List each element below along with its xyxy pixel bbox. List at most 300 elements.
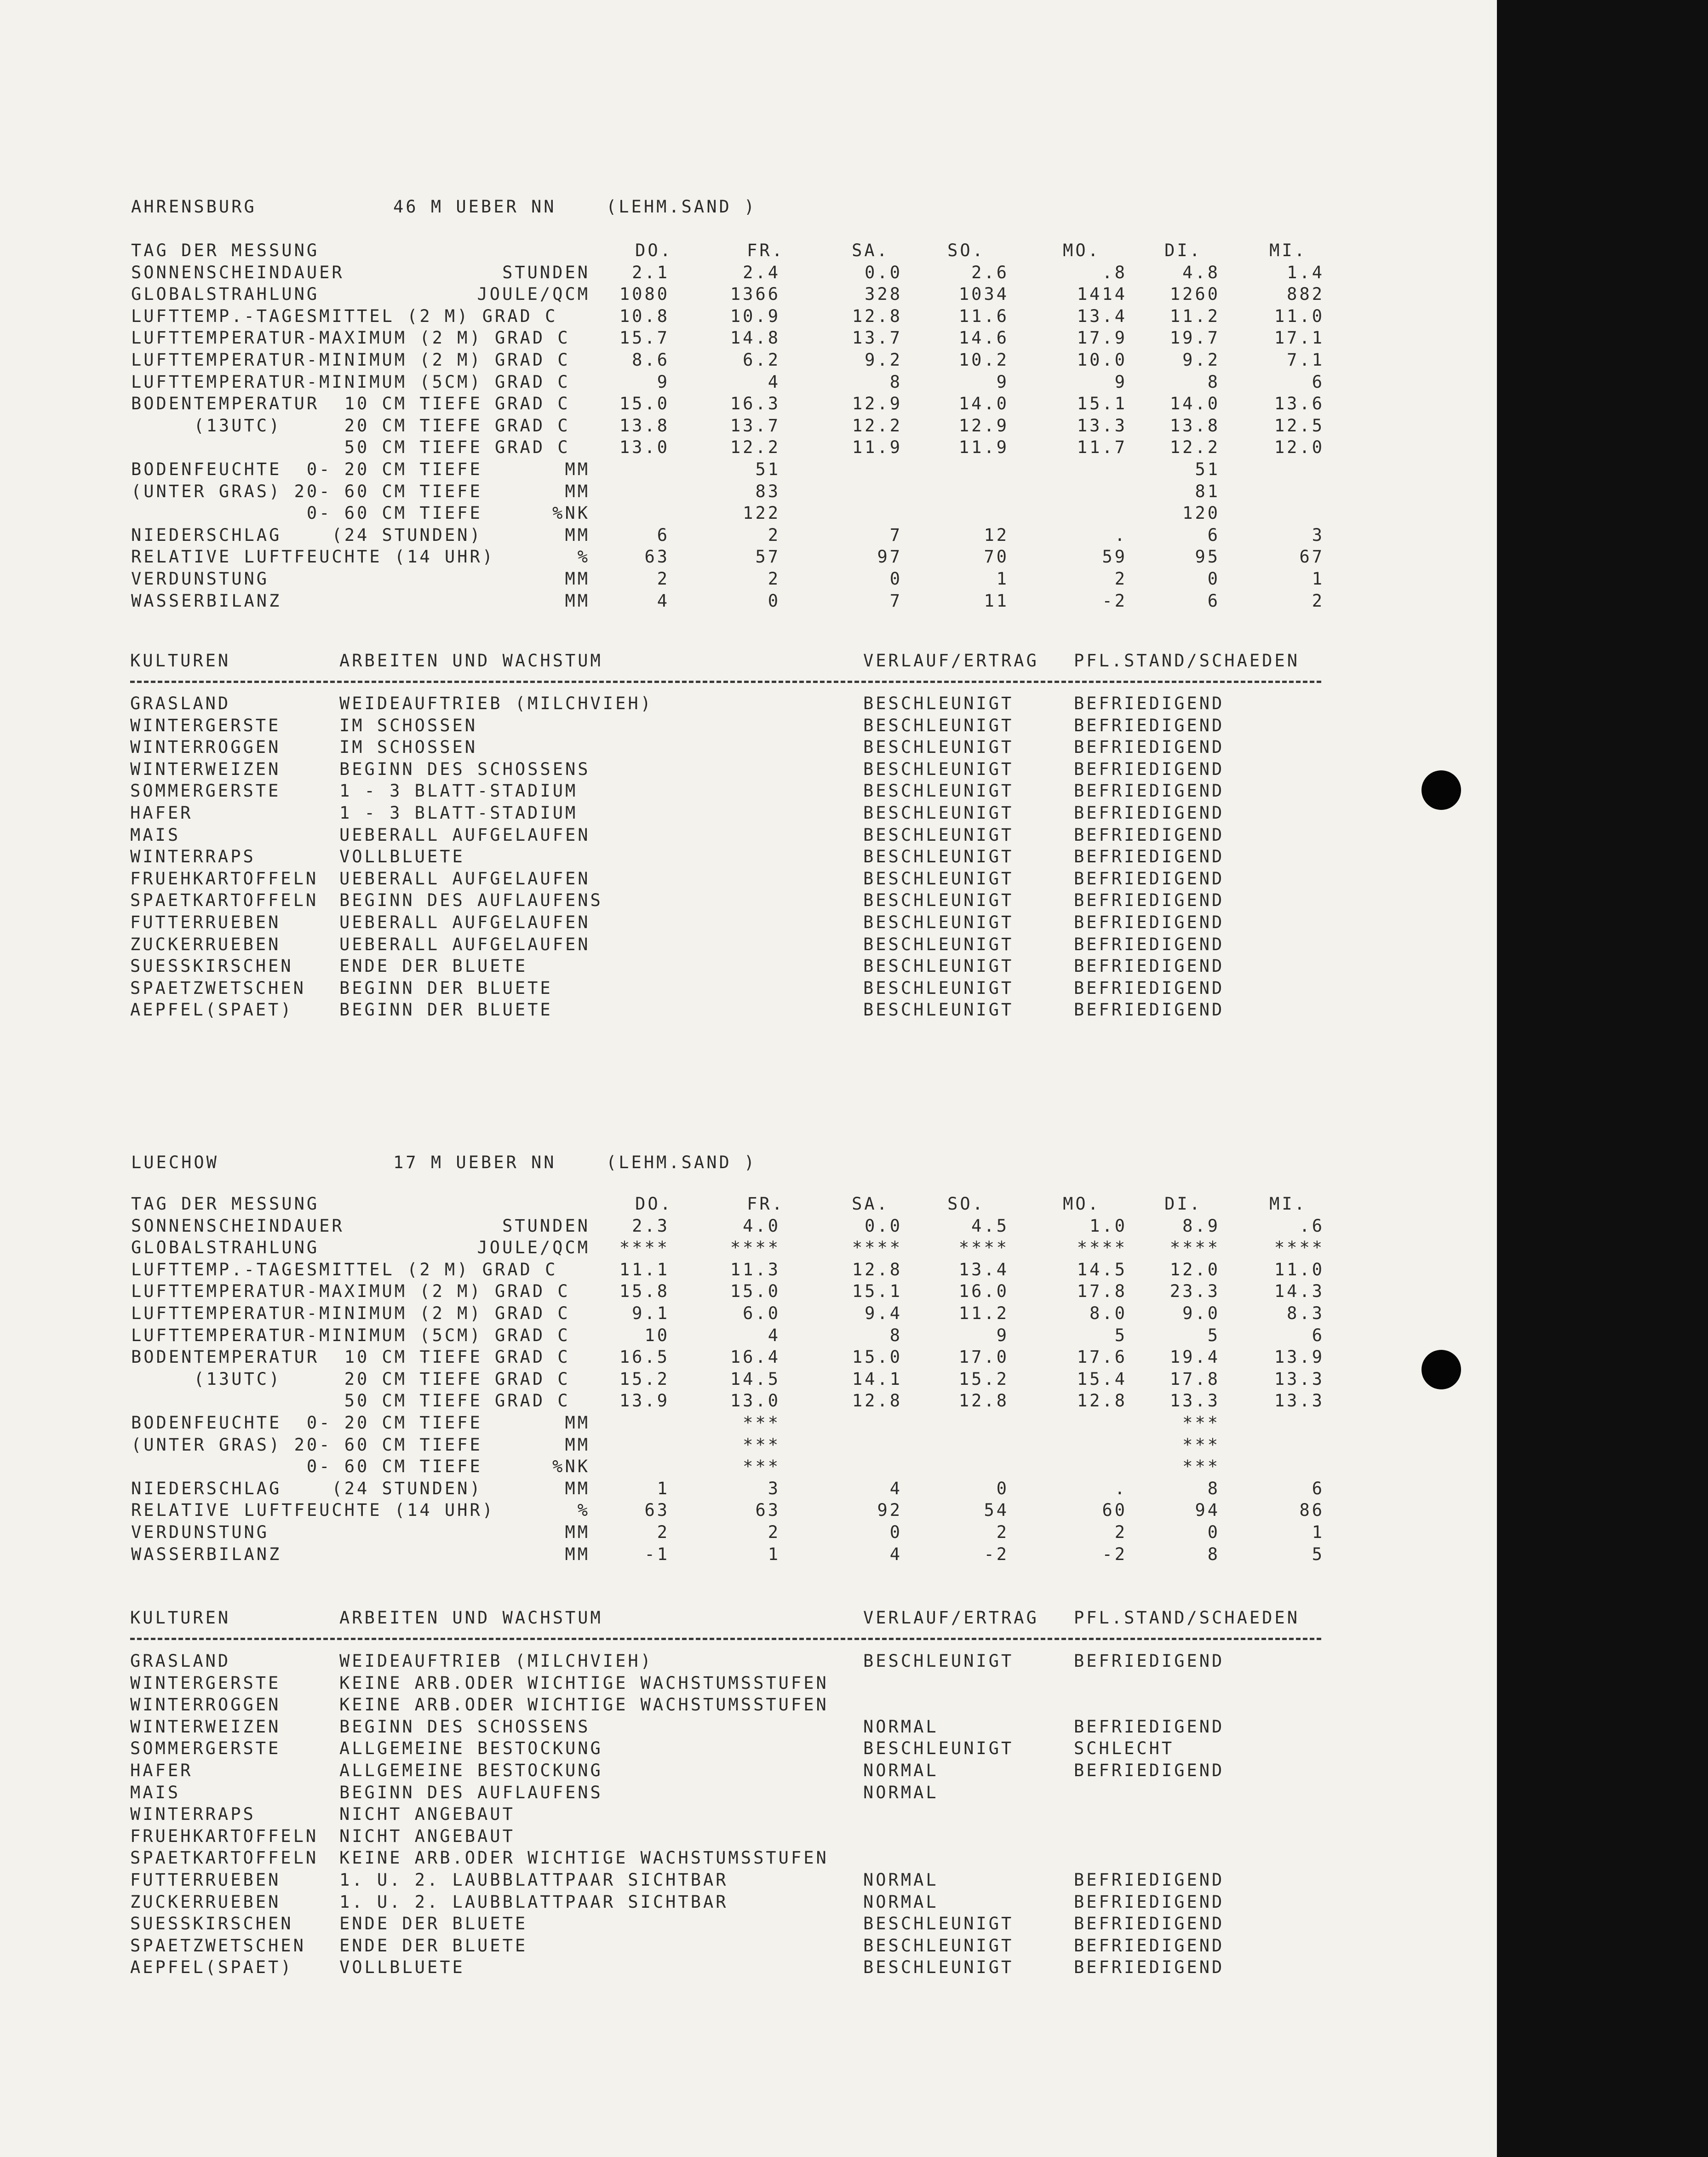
measurement-unit: MM bbox=[565, 459, 590, 479]
measurement-value: 17.6 bbox=[1077, 1347, 1127, 1367]
culture-kultur: GRASLAND bbox=[130, 694, 231, 713]
measurement-value: 6 bbox=[1312, 372, 1324, 392]
measurement-value: 2 bbox=[1114, 569, 1127, 589]
measurement-value: 4 bbox=[768, 1325, 780, 1345]
measurement-value: 0 bbox=[996, 1478, 1009, 1498]
day-header: DI. bbox=[1164, 1194, 1202, 1214]
measurement-value: 14.0 bbox=[958, 394, 1009, 414]
culture-arbeit: KEINE ARB.ODER WICHTIGE WACHSTUMSSTUFEN bbox=[339, 1673, 829, 1693]
measurement-value: 2 bbox=[768, 569, 780, 589]
measurement-unit: %NK bbox=[552, 503, 590, 523]
measurement-value: 10.9 bbox=[730, 306, 780, 326]
culture-kultur: SOMMERGERSTE bbox=[130, 781, 281, 801]
measurement-value: 15.1 bbox=[852, 1281, 902, 1302]
measurement-value: 6 bbox=[1207, 525, 1220, 545]
culture-kultur: FRUEHKARTOFFELN bbox=[130, 868, 319, 889]
measurement-value: **** bbox=[730, 1238, 780, 1258]
measurement-value: 1414 bbox=[1077, 284, 1127, 304]
measurement-value: 12.2 bbox=[730, 437, 780, 458]
measurement-value: 9.4 bbox=[865, 1303, 902, 1323]
measurement-value: 120 bbox=[1182, 503, 1220, 523]
day-header: DI. bbox=[1164, 241, 1202, 260]
culture-stand: BEFRIEDIGEND bbox=[1074, 868, 1225, 889]
measurement-value: 13.9 bbox=[1274, 1347, 1324, 1367]
measurement-value: 5 bbox=[1312, 1544, 1324, 1564]
measurement-value: **** bbox=[619, 1238, 670, 1258]
day-header: MO. bbox=[1063, 1194, 1100, 1214]
measurement-value: 13.0 bbox=[730, 1391, 780, 1411]
measurement-label: 50 CM TIEFE GRAD C bbox=[131, 437, 570, 458]
culture-kultur: FUTTERRUEBEN bbox=[130, 1870, 281, 1890]
measurement-value: 0 bbox=[1207, 1522, 1220, 1542]
measurement-value: 14.1 bbox=[852, 1369, 902, 1389]
day-header: FR. bbox=[747, 1194, 785, 1214]
culture-arbeit: 1 - 3 BLATT-STADIUM bbox=[339, 781, 578, 801]
culture-kultur: AEPFEL(SPAET) bbox=[130, 1957, 293, 1978]
culture-column-header: VERLAUF/ERTRAG bbox=[863, 1608, 1039, 1628]
measurement-label: 0- 60 CM TIEFE bbox=[131, 1457, 482, 1477]
culture-verlauf: BESCHLEUNIGT bbox=[863, 1738, 1014, 1759]
culture-kultur: SUESSKIRSCHEN bbox=[130, 1914, 293, 1934]
culture-stand: BEFRIEDIGEND bbox=[1074, 737, 1225, 757]
culture-arbeit: BEGINN DES SCHOSSENS bbox=[339, 1716, 590, 1737]
measurement-value: 12.9 bbox=[852, 394, 902, 414]
culture-kultur: ZUCKERRUEBEN bbox=[130, 1892, 281, 1912]
measurement-value: **** bbox=[958, 1238, 1009, 1258]
measurement-value: 13.8 bbox=[619, 415, 670, 436]
measurement-label: LUFTTEMPERATUR-MINIMUM (2 M) GRAD C bbox=[131, 1303, 570, 1323]
measurement-unit: MM bbox=[565, 569, 590, 589]
measurement-value: 11.2 bbox=[958, 1303, 1009, 1323]
measurement-value: 9.2 bbox=[1182, 350, 1220, 370]
culture-kultur: FRUEHKARTOFFELN bbox=[130, 1826, 319, 1846]
culture-stand: BEFRIEDIGEND bbox=[1074, 1651, 1225, 1671]
station-name: AHRENSBURG bbox=[131, 197, 257, 217]
measurement-label: RELATIVE LUFTFEUCHTE (14 UHR) bbox=[131, 547, 495, 567]
measurement-value: 16.4 bbox=[730, 1347, 780, 1367]
measurement-label: (UNTER GRAS) 20- 60 CM TIEFE bbox=[131, 481, 482, 501]
culture-stand: SCHLECHT bbox=[1074, 1738, 1175, 1759]
culture-arbeit: WEIDEAUFTRIEB (MILCHVIEH) bbox=[339, 1651, 653, 1671]
measurement-value: 12.8 bbox=[852, 306, 902, 326]
measurement-value: 13.3 bbox=[1077, 415, 1127, 436]
culture-verlauf: NORMAL bbox=[863, 1761, 939, 1780]
culture-stand: BEFRIEDIGEND bbox=[1074, 934, 1225, 954]
culture-verlauf: BESCHLEUNIGT bbox=[863, 759, 1014, 779]
measurement-value: 6 bbox=[1207, 591, 1220, 611]
culture-arbeit: BEGINN DES AUFLAUFENS bbox=[339, 1782, 603, 1802]
measurement-label: NIEDERSCHLAG (24 STUNDEN) bbox=[131, 525, 482, 545]
culture-arbeit: BEGINN DES AUFLAUFENS bbox=[339, 890, 603, 911]
measurement-value: 11.6 bbox=[958, 306, 1009, 326]
measurement-value: 17.8 bbox=[1077, 1281, 1127, 1302]
measurement-label: WASSERBILANZ bbox=[131, 591, 282, 611]
measurement-value: 1.0 bbox=[1089, 1216, 1127, 1236]
measurement-value: 0 bbox=[768, 591, 780, 611]
culture-arbeit: VOLLBLUETE bbox=[339, 1957, 465, 1978]
measurement-unit: MM bbox=[565, 1544, 590, 1564]
measurement-label: BODENTEMPERATUR 10 CM TIEFE GRAD C bbox=[131, 394, 570, 414]
measurement-value: 9 bbox=[996, 372, 1009, 392]
measurement-label: VERDUNSTUNG bbox=[131, 569, 269, 589]
culture-kultur: SUESSKIRSCHEN bbox=[130, 956, 293, 976]
measurement-value: 10.8 bbox=[619, 306, 670, 326]
culture-kultur: HAFER bbox=[130, 1761, 193, 1780]
measurement-value: 6 bbox=[1312, 1478, 1324, 1498]
culture-kultur: WINTERROGGEN bbox=[130, 1695, 281, 1715]
culture-verlauf: NORMAL bbox=[863, 1870, 939, 1890]
measurement-value: 1 bbox=[996, 569, 1009, 589]
measurement-value: 15.2 bbox=[619, 1369, 670, 1389]
measurement-value: 63 bbox=[644, 1500, 670, 1520]
punch-hole-bottom bbox=[1421, 1350, 1461, 1389]
measurement-value: 0 bbox=[1207, 569, 1220, 589]
measurement-value: 1 bbox=[657, 1478, 670, 1498]
culture-stand: BEFRIEDIGEND bbox=[1074, 978, 1225, 998]
measurement-value: 1034 bbox=[958, 284, 1009, 304]
measurement-value: 51 bbox=[755, 459, 780, 479]
measurement-value: 328 bbox=[865, 284, 902, 304]
culture-kultur: HAFER bbox=[130, 803, 193, 823]
measurement-value: 15.0 bbox=[619, 394, 670, 414]
measurement-value: 3 bbox=[1312, 525, 1324, 545]
culture-verlauf: NORMAL bbox=[863, 1892, 939, 1912]
measurement-label: LUFTTEMPERATUR-MAXIMUM (2 M) GRAD C bbox=[131, 1281, 570, 1302]
measurement-value: 3 bbox=[768, 1478, 780, 1498]
measurement-value: 13.6 bbox=[1274, 394, 1324, 414]
measurement-value: 10.2 bbox=[958, 350, 1009, 370]
measurement-value: 12.8 bbox=[1077, 1391, 1127, 1411]
measurement-value: *** bbox=[1182, 1434, 1220, 1455]
measurement-value: 14.0 bbox=[1169, 394, 1220, 414]
measurement-value: 6 bbox=[1312, 1325, 1324, 1345]
day-header: FR. bbox=[747, 241, 785, 260]
culture-arbeit: WEIDEAUFTRIEB (MILCHVIEH) bbox=[339, 694, 653, 713]
measurement-unit: MM bbox=[565, 1478, 590, 1498]
measurement-value: 16.0 bbox=[958, 1281, 1009, 1302]
culture-kultur: WINTERWEIZEN bbox=[130, 759, 281, 779]
measurement-value: . bbox=[1114, 1478, 1127, 1498]
culture-kultur: WINTERROGGEN bbox=[130, 737, 281, 757]
culture-column-header: KULTUREN bbox=[130, 651, 231, 671]
measurement-value: 15.2 bbox=[958, 1369, 1009, 1389]
measurement-value: 13.9 bbox=[619, 1391, 670, 1411]
measurement-value: 4 bbox=[768, 372, 780, 392]
measurement-label: SONNENSCHEINDAUER bbox=[131, 262, 344, 282]
culture-kultur: WINTERWEIZEN bbox=[130, 1716, 281, 1737]
measurement-value: 15.1 bbox=[1077, 394, 1127, 414]
measurement-value: 12.2 bbox=[1169, 437, 1220, 458]
measurement-value: 15.7 bbox=[619, 328, 670, 348]
culture-verlauf: BESCHLEUNIGT bbox=[863, 1935, 1014, 1956]
culture-verlauf: BESCHLEUNIGT bbox=[863, 737, 1014, 757]
measurement-value: 15.0 bbox=[852, 1347, 902, 1367]
measurement-value: 11.0 bbox=[1274, 1259, 1324, 1279]
culture-kultur: WINTERGERSTE bbox=[130, 715, 281, 735]
culture-stand: BEFRIEDIGEND bbox=[1074, 715, 1225, 735]
measurement-value: 8.3 bbox=[1287, 1303, 1324, 1323]
culture-verlauf: NORMAL bbox=[863, 1782, 939, 1802]
measurement-value: 67 bbox=[1299, 547, 1324, 567]
measurement-value: 57 bbox=[755, 547, 780, 567]
culture-stand: BEFRIEDIGEND bbox=[1074, 956, 1225, 976]
station-soil-type: (LEHM.SAND ) bbox=[606, 1153, 757, 1172]
measurement-value: 7.1 bbox=[1287, 350, 1324, 370]
measurement-value: 10 bbox=[644, 1325, 670, 1345]
culture-kultur: GRASLAND bbox=[130, 1651, 231, 1671]
culture-verlauf: BESCHLEUNIGT bbox=[863, 847, 1014, 867]
culture-verlauf: BESCHLEUNIGT bbox=[863, 781, 1014, 801]
culture-verlauf: BESCHLEUNIGT bbox=[863, 1651, 1014, 1671]
measurement-label: 0- 60 CM TIEFE bbox=[131, 503, 482, 523]
measurement-value: 1.4 bbox=[1287, 262, 1324, 282]
day-header: SO. bbox=[947, 1194, 985, 1214]
measurement-unit: STUNDEN bbox=[502, 1216, 590, 1236]
measurement-value: **** bbox=[1169, 1238, 1220, 1258]
culture-verlauf: BESCHLEUNIGT bbox=[863, 803, 1014, 823]
measurement-label: (13UTC) 20 CM TIEFE GRAD C bbox=[131, 415, 570, 436]
measurement-unit: JOULE/QCM bbox=[477, 1238, 590, 1258]
measurement-label: TAG DER MESSUNG bbox=[131, 1194, 320, 1214]
measurement-value: 17.0 bbox=[958, 1347, 1009, 1367]
culture-verlauf: BESCHLEUNIGT bbox=[863, 868, 1014, 889]
measurement-value: 0 bbox=[889, 569, 902, 589]
day-header: DO. bbox=[635, 241, 673, 260]
measurement-value: 12.9 bbox=[958, 415, 1009, 436]
culture-stand: BEFRIEDIGEND bbox=[1074, 1935, 1225, 1956]
culture-kultur: WINTERGERSTE bbox=[130, 1673, 281, 1693]
measurement-label: WASSERBILANZ bbox=[131, 1544, 282, 1564]
measurement-value: 6.0 bbox=[743, 1303, 780, 1323]
measurement-value: 11.9 bbox=[958, 437, 1009, 458]
measurement-value: 11 bbox=[984, 591, 1009, 611]
measurement-value: 14.6 bbox=[958, 328, 1009, 348]
measurement-value: 14.5 bbox=[1077, 1259, 1127, 1279]
measurement-value: **** bbox=[1274, 1238, 1324, 1258]
culture-verlauf: BESCHLEUNIGT bbox=[863, 1957, 1014, 1978]
day-header: MI. bbox=[1269, 241, 1307, 260]
culture-verlauf: BESCHLEUNIGT bbox=[863, 694, 1014, 713]
measurement-value: 9.1 bbox=[632, 1303, 670, 1323]
measurement-value: 4.8 bbox=[1182, 262, 1220, 282]
measurement-value: 83 bbox=[755, 481, 780, 501]
measurement-value: -2 bbox=[1102, 591, 1127, 611]
culture-arbeit: NICHT ANGEBAUT bbox=[339, 1804, 515, 1824]
culture-kultur: SPAETKARTOFFELN bbox=[130, 890, 319, 911]
culture-stand: BEFRIEDIGEND bbox=[1074, 825, 1225, 845]
culture-verlauf: BESCHLEUNIGT bbox=[863, 956, 1014, 976]
culture-stand: BEFRIEDIGEND bbox=[1074, 1761, 1225, 1780]
measurement-value: 12.0 bbox=[1274, 437, 1324, 458]
culture-column-header: ARBEITEN UND WACHSTUM bbox=[339, 651, 603, 671]
measurement-value: 12.2 bbox=[852, 415, 902, 436]
culture-stand: BEFRIEDIGEND bbox=[1074, 1892, 1225, 1912]
culture-stand: BEFRIEDIGEND bbox=[1074, 1000, 1225, 1020]
measurement-value: 8.9 bbox=[1182, 1216, 1220, 1236]
measurement-value: 2 bbox=[1114, 1522, 1127, 1542]
measurement-value: 9 bbox=[657, 372, 670, 392]
culture-verlauf: BESCHLEUNIGT bbox=[863, 890, 1014, 911]
measurement-value: 4 bbox=[657, 591, 670, 611]
measurement-label: LUFTTEMPERATUR-MINIMUM (5CM) GRAD C bbox=[131, 372, 570, 392]
culture-arbeit: NICHT ANGEBAUT bbox=[339, 1826, 515, 1846]
measurement-value: 1 bbox=[1312, 569, 1324, 589]
culture-arbeit: KEINE ARB.ODER WICHTIGE WACHSTUMSSTUFEN bbox=[339, 1695, 829, 1715]
measurement-value: 13.3 bbox=[1274, 1369, 1324, 1389]
measurement-value: 92 bbox=[877, 1500, 902, 1520]
culture-arbeit: KEINE ARB.ODER WICHTIGE WACHSTUMSSTUFEN bbox=[339, 1848, 829, 1868]
measurement-value: 1080 bbox=[619, 284, 670, 304]
culture-stand: BEFRIEDIGEND bbox=[1074, 1957, 1225, 1978]
measurement-value: 13.4 bbox=[1077, 306, 1127, 326]
culture-arbeit: UEBERALL AUFGELAUFEN bbox=[339, 912, 590, 932]
measurement-label: RELATIVE LUFTFEUCHTE (14 UHR) bbox=[131, 1500, 495, 1520]
culture-arbeit: IM SCHOSSEN bbox=[339, 737, 478, 757]
measurement-value: -2 bbox=[1102, 1544, 1127, 1564]
measurement-value: 2.3 bbox=[632, 1216, 670, 1236]
measurement-label: (UNTER GRAS) 20- 60 CM TIEFE bbox=[131, 1434, 482, 1455]
measurement-value: *** bbox=[743, 1457, 780, 1477]
measurement-value: 23.3 bbox=[1169, 1281, 1220, 1302]
measurement-value: 6 bbox=[657, 525, 670, 545]
measurement-value: 59 bbox=[1102, 547, 1127, 567]
culture-stand: BEFRIEDIGEND bbox=[1074, 847, 1225, 867]
culture-stand: BEFRIEDIGEND bbox=[1074, 1870, 1225, 1890]
day-header: SO. bbox=[947, 241, 985, 260]
measurement-value: 12.8 bbox=[958, 1391, 1009, 1411]
culture-kultur: FUTTERRUEBEN bbox=[130, 912, 281, 932]
measurement-value: 6.2 bbox=[743, 350, 780, 370]
measurement-value: 17.8 bbox=[1169, 1369, 1220, 1389]
day-header: SA. bbox=[852, 241, 889, 260]
measurement-label: LUFTTEMP.-TAGESMITTEL (2 M) GRAD C bbox=[131, 306, 558, 326]
measurement-value: 19.7 bbox=[1169, 328, 1220, 348]
culture-verlauf: BESCHLEUNIGT bbox=[863, 825, 1014, 845]
measurement-value: 86 bbox=[1299, 1500, 1324, 1520]
measurement-value: 10.0 bbox=[1077, 350, 1127, 370]
measurement-label: NIEDERSCHLAG (24 STUNDEN) bbox=[131, 1478, 482, 1498]
punch-hole-top bbox=[1421, 770, 1461, 810]
culture-verlauf: BESCHLEUNIGT bbox=[863, 912, 1014, 932]
measurement-value: 9.2 bbox=[865, 350, 902, 370]
culture-stand: BEFRIEDIGEND bbox=[1074, 781, 1225, 801]
measurement-value: 12.8 bbox=[852, 1259, 902, 1279]
measurement-value: 9.0 bbox=[1182, 1303, 1220, 1323]
measurement-value: 17.1 bbox=[1274, 328, 1324, 348]
measurement-value: 8.6 bbox=[632, 350, 670, 370]
culture-verlauf: NORMAL bbox=[863, 1716, 939, 1737]
culture-column-header: VERLAUF/ERTRAG bbox=[863, 651, 1039, 671]
measurement-value: 4 bbox=[889, 1544, 902, 1564]
culture-kultur: AEPFEL(SPAET) bbox=[130, 1000, 293, 1020]
culture-stand: BEFRIEDIGEND bbox=[1074, 890, 1225, 911]
measurement-value: *** bbox=[743, 1434, 780, 1455]
measurement-value: 5 bbox=[1114, 1325, 1127, 1345]
culture-arbeit: 1. U. 2. LAUBBLATTPAAR SICHTBAR bbox=[339, 1870, 728, 1890]
measurement-value: 54 bbox=[984, 1500, 1009, 1520]
culture-arbeit: UEBERALL AUFGELAUFEN bbox=[339, 825, 590, 845]
measurement-value: 882 bbox=[1287, 284, 1324, 304]
culture-arbeit: BEGINN DER BLUETE bbox=[339, 1000, 553, 1020]
measurement-value: 13.4 bbox=[958, 1259, 1009, 1279]
station-soil-type: (LEHM.SAND ) bbox=[606, 197, 757, 217]
culture-arbeit: ENDE DER BLUETE bbox=[339, 956, 528, 976]
measurement-value: 4.0 bbox=[743, 1216, 780, 1236]
culture-verlauf: BESCHLEUNIGT bbox=[863, 1000, 1014, 1020]
measurement-unit: JOULE/QCM bbox=[477, 284, 590, 304]
measurement-value: -1 bbox=[644, 1544, 670, 1564]
measurement-value: 15.4 bbox=[1077, 1369, 1127, 1389]
measurement-value: 4.5 bbox=[971, 1216, 1009, 1236]
measurement-value: 0 bbox=[889, 1522, 902, 1542]
measurement-value: -2 bbox=[984, 1544, 1009, 1564]
measurement-value: 12.5 bbox=[1274, 415, 1324, 436]
measurement-value: 11.7 bbox=[1077, 437, 1127, 458]
measurement-label: SONNENSCHEINDAUER bbox=[131, 1216, 344, 1236]
measurement-value: 0.0 bbox=[865, 262, 902, 282]
culture-kultur: SPAETZWETSCHEN bbox=[130, 978, 306, 998]
measurement-value: 13.0 bbox=[619, 437, 670, 458]
measurement-value: 51 bbox=[1195, 459, 1220, 479]
measurement-value: 11.0 bbox=[1274, 306, 1324, 326]
measurement-value: *** bbox=[1182, 1457, 1220, 1477]
measurement-value: 9 bbox=[1114, 372, 1127, 392]
measurement-label: BODENFEUCHTE 0- 20 CM TIEFE bbox=[131, 459, 482, 479]
measurement-value: 16.3 bbox=[730, 394, 780, 414]
measurement-unit: MM bbox=[565, 481, 590, 501]
measurement-value: 8 bbox=[1207, 1544, 1220, 1564]
measurement-value: 12.8 bbox=[852, 1391, 902, 1411]
measurement-value: 11.3 bbox=[730, 1259, 780, 1279]
culture-stand: BEFRIEDIGEND bbox=[1074, 694, 1225, 713]
measurement-value: 12 bbox=[984, 525, 1009, 545]
measurement-label: GLOBALSTRAHLUNG bbox=[131, 1238, 320, 1258]
culture-stand: BEFRIEDIGEND bbox=[1074, 1914, 1225, 1934]
culture-verlauf: BESCHLEUNIGT bbox=[863, 978, 1014, 998]
culture-stand: BEFRIEDIGEND bbox=[1074, 1716, 1225, 1737]
measurement-value: 94 bbox=[1195, 1500, 1220, 1520]
culture-arbeit: ENDE DER BLUETE bbox=[339, 1914, 528, 1934]
measurement-value: 17.9 bbox=[1077, 328, 1127, 348]
culture-arbeit: IM SCHOSSEN bbox=[339, 715, 478, 735]
measurement-value: 16.5 bbox=[619, 1347, 670, 1367]
measurement-value: *** bbox=[743, 1413, 780, 1433]
measurement-unit: % bbox=[577, 547, 590, 567]
culture-arbeit: ALLGEMEINE BESTOCKUNG bbox=[339, 1738, 603, 1759]
culture-arbeit: VOLLBLUETE bbox=[339, 847, 465, 867]
culture-arbeit: ALLGEMEINE BESTOCKUNG bbox=[339, 1761, 603, 1780]
culture-kultur: MAIS bbox=[130, 1782, 181, 1802]
measurement-value: 81 bbox=[1195, 481, 1220, 501]
station-altitude: 17 M UEBER NN bbox=[393, 1153, 556, 1172]
culture-arbeit: 1 - 3 BLATT-STADIUM bbox=[339, 803, 578, 823]
measurement-value: 12.0 bbox=[1169, 1259, 1220, 1279]
measurement-value: 8 bbox=[889, 372, 902, 392]
measurement-label: LUFTTEMP.-TAGESMITTEL (2 M) GRAD C bbox=[131, 1259, 558, 1279]
measurement-value: 2 bbox=[768, 525, 780, 545]
measurement-unit: MM bbox=[565, 1434, 590, 1455]
culture-kultur: ZUCKERRUEBEN bbox=[130, 934, 281, 954]
measurement-value: 8 bbox=[1207, 1478, 1220, 1498]
culture-arbeit: BEGINN DES SCHOSSENS bbox=[339, 759, 590, 779]
measurement-value: 15.0 bbox=[730, 1281, 780, 1302]
measurement-value: 2.6 bbox=[971, 262, 1009, 282]
measurement-value: 2 bbox=[996, 1522, 1009, 1542]
culture-column-header: ARBEITEN UND WACHSTUM bbox=[339, 1608, 603, 1628]
measurement-value: 63 bbox=[644, 547, 670, 567]
culture-kultur: SPAETZWETSCHEN bbox=[130, 1935, 306, 1956]
measurement-unit: %NK bbox=[552, 1457, 590, 1477]
